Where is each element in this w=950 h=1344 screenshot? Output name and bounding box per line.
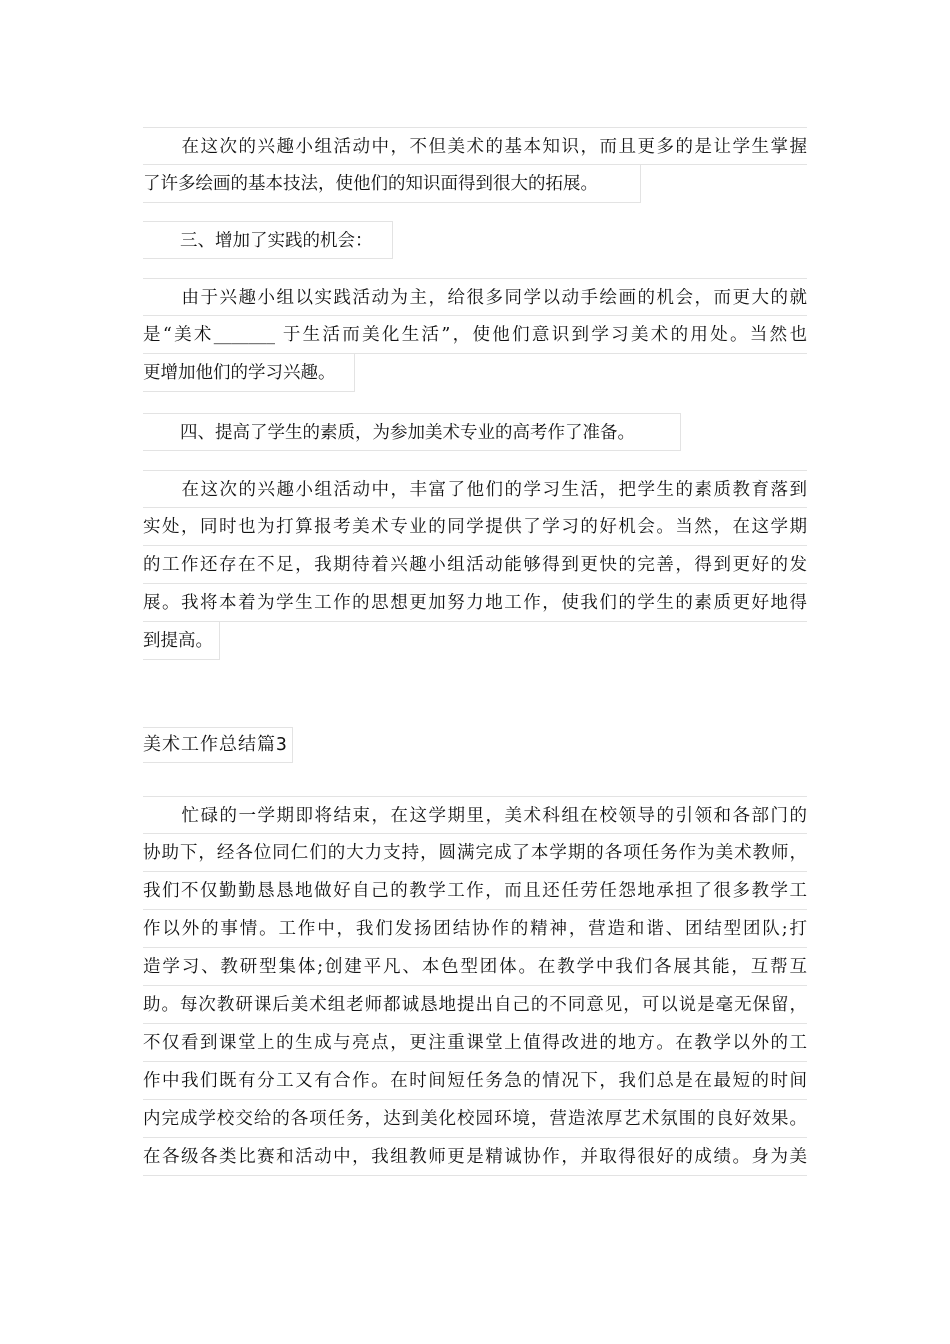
paragraph-line: 三、增加了实践的机会： — [143, 221, 393, 259]
section-3-paragraph — [143, 796, 807, 1176]
paragraph-line: 助。每次教研课后美术组老师都诚恳地提出自己的不同意见，可以说是毫无保留， — [143, 986, 807, 1024]
paragraph-4 — [143, 413, 807, 451]
paragraph-line: 更增加他们的学习兴趣。 — [143, 354, 355, 392]
paragraph-line: 了许多绘画的基本技法，使他们的知识面得到很大的拓展。 — [143, 165, 641, 203]
paragraph-line: 作中我们既有分工又有合作。在时间短任务急的情况下，我们总是在最短的时间 — [143, 1062, 807, 1100]
paragraph-line: 协助下，经各位同仁们的大力支持，圆满完成了本学期的各项任务作为美术教师， — [143, 834, 807, 872]
paragraph-line: 展。我将本着为学生工作的思想更加努力地工作，使我们的学生的素质更好地得 — [143, 584, 807, 622]
paragraph-line: 造学习、教研型集体;创建平凡、本色型团体。在教学中我们各展其能，互帮互 — [143, 948, 807, 986]
section-heading: 美术工作总结篇3 — [143, 727, 293, 763]
paragraph-line: 的工作还存在不足，我期待着兴趣小组活动能够得到更快的完善，得到更好的发 — [143, 546, 807, 584]
paragraph-3 — [143, 278, 807, 392]
paragraph-line: 在这次的兴趣小组活动中，不但美术的基本知识，而且更多的是让学生掌握 — [143, 127, 807, 165]
paragraph-line: 作以外的事情。工作中，我们发扬团结协作的精神，营造和谐、团结型团队;打 — [143, 910, 807, 948]
paragraph-line: 四、提高了学生的素质，为参加美术专业的高考作了准备。 — [143, 413, 681, 451]
paragraph-line: 我们不仅勤勤恳恳地做好自己的教学工作，而且还任劳任怨地承担了很多教学工 — [143, 872, 807, 910]
paragraph-line: 不仅看到课堂上的生成与亮点，更注重课堂上值得改进的地方。在教学以外的工 — [143, 1024, 807, 1062]
paragraph-line: 由于兴趣小组以实践活动为主，给很多同学以动手绘画的机会，而更大的就 — [143, 278, 807, 316]
paragraph-line: 到提高。 — [143, 622, 220, 660]
paragraph-line: 内完成学校交给的各项任务，达到美化校园环境，营造浓厚艺术氛围的良好效果。 — [143, 1100, 807, 1138]
paragraph-line: 在各级各类比赛和活动中，我组教师更是精诚协作，并取得很好的成绩。身为美 — [143, 1138, 807, 1176]
paragraph-1 — [143, 127, 807, 203]
paragraph-5 — [143, 470, 807, 660]
paragraph-2 — [143, 221, 807, 259]
paragraph-line: 忙碌的一学期即将结束，在这学期里，美术科组在校领导的引领和各部门的 — [143, 796, 807, 834]
paragraph-line: 是“美术_______ 于生活而美化生活”，使他们意识到学习美术的用处。当然也 — [143, 316, 807, 354]
paragraph-line: 在这次的兴趣小组活动中，丰富了他们的学习生活，把学生的素质教育落到 — [143, 470, 807, 508]
paragraph-line: 实处，同时也为打算报考美术专业的同学提供了学习的好机会。当然，在这学期 — [143, 508, 807, 546]
